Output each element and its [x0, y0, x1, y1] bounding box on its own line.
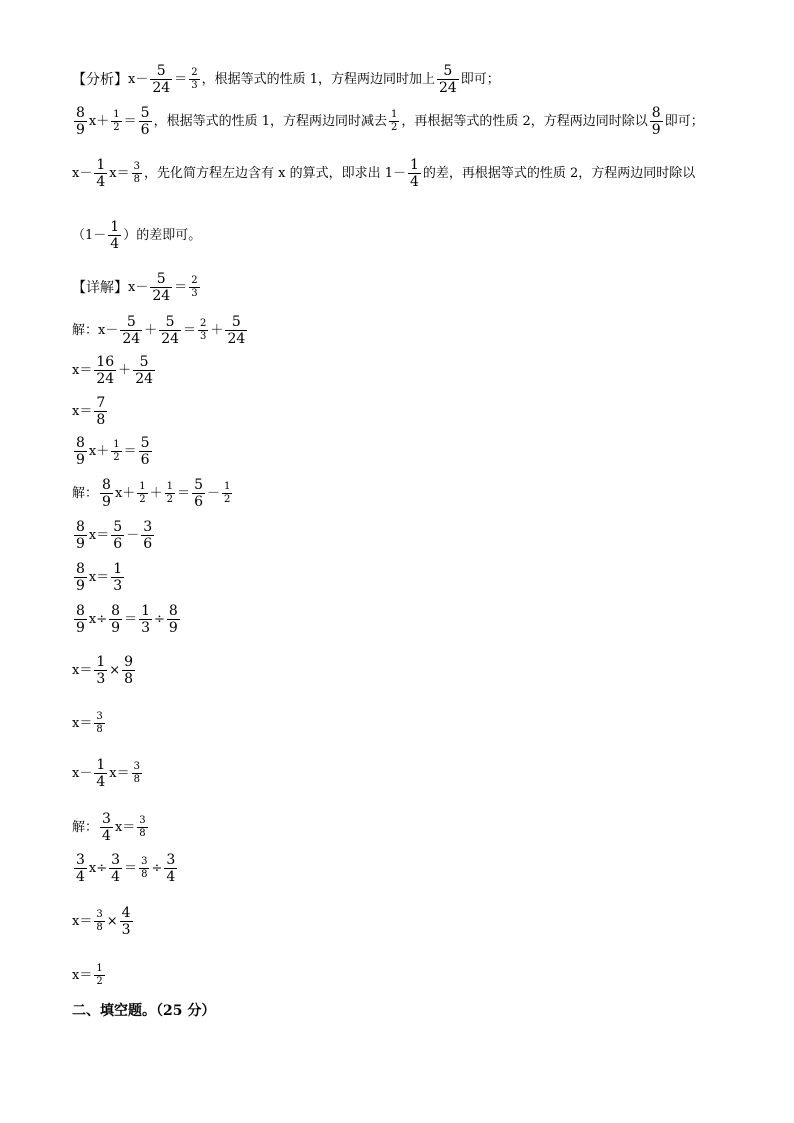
detail-label: 【详解】	[72, 279, 128, 296]
fraction: $\frac{5}{24}$	[227, 314, 246, 347]
fraction: $\frac{3}{6}$	[143, 519, 153, 552]
fraction: $\frac{1}{4}$	[96, 757, 106, 790]
equals-sign: ＝	[124, 612, 138, 627]
fraction: $\frac{3}{8}$	[133, 761, 140, 785]
expr-text: x÷	[88, 612, 108, 627]
detail-line-1	[72, 272, 202, 303]
expr-text: x＝	[109, 766, 130, 781]
plus-sign: ＋	[118, 363, 132, 378]
fraction: $\frac{5}{24}$	[161, 314, 180, 347]
fraction: $\frac{5}{6}$	[140, 435, 150, 468]
fraction: $\frac{3}{8}$	[96, 909, 103, 933]
fraction: $\frac{1}{4}$	[96, 157, 106, 190]
solve-2-step-5	[72, 655, 137, 686]
fraction: $\frac{7}{8}$	[96, 395, 106, 428]
minus-sign: －	[206, 486, 220, 501]
analysis-line-2	[72, 106, 704, 137]
expr-text: x＝	[72, 914, 93, 929]
section-title: 二、填空题。（25 分）	[72, 1003, 216, 1019]
divide-sign: ÷	[151, 861, 163, 876]
fraction: $\frac{3}{4}$	[166, 852, 176, 885]
fraction: $\frac{2}{3}$	[200, 318, 207, 342]
solve-3-step-4	[72, 964, 107, 987]
expr-text: x＝	[72, 404, 93, 419]
solve-3-step-1	[72, 812, 150, 843]
expr-text: x＋	[88, 114, 110, 129]
expr-text: x＝	[88, 570, 110, 585]
fraction: $\frac{5}{6}$	[113, 519, 123, 552]
fraction: $\frac{1}{2}$	[96, 963, 103, 987]
expr-text: x＝	[88, 528, 110, 543]
expr-text: x－	[72, 766, 93, 781]
solve-1-step-2	[72, 355, 157, 386]
fraction: $\frac{5}{24}$	[122, 314, 141, 347]
solve-2-step-1	[72, 478, 234, 509]
solve-3-step-3	[72, 906, 135, 937]
expr-text: x＝	[72, 716, 93, 731]
fraction: $\frac{8}{9}$	[76, 561, 85, 594]
fraction: $\frac{8}{9}$	[102, 477, 111, 510]
fraction: $\frac{3}{4}$	[76, 852, 85, 885]
fraction: $\frac{8}{9}$	[76, 519, 85, 552]
solve-2-step-3	[72, 562, 126, 593]
fraction: $\frac{3}{4}$	[102, 811, 111, 844]
fraction: $\frac{5}{6}$	[194, 477, 203, 510]
analysis-text: ）的差即可。	[123, 228, 202, 243]
equation-3	[72, 758, 144, 789]
expr-text: x＝	[114, 820, 136, 835]
equals-sign: ＝	[123, 114, 137, 129]
fraction: $\frac{16}{24}$	[96, 354, 115, 387]
equals-sign: ＝	[174, 280, 188, 295]
analysis-text: 即可；	[664, 114, 704, 129]
analysis-line-4	[72, 220, 201, 251]
fraction: $\frac{1}{2}$	[139, 481, 146, 505]
expr-text: x＝	[72, 663, 93, 678]
fraction: $\frac{1}{3}$	[96, 654, 106, 687]
expr-text: x＝	[109, 166, 130, 181]
fraction: $\frac{1}{4}$	[110, 219, 120, 252]
analysis-text: （1－	[72, 228, 107, 243]
analysis-text: ，先化简方程左边含有 x 的算式，即求出 1－	[143, 166, 406, 181]
analysis-line-3	[72, 158, 695, 189]
expr-text: x－	[98, 323, 119, 338]
analysis-label: 【分析】	[72, 71, 128, 88]
fraction: $\frac{1}{2}$	[113, 109, 120, 133]
fraction: $\frac{8}{9}$	[111, 603, 121, 636]
analysis-text: 的差，再根据等式的性质 2，方程两边同时除以	[422, 166, 696, 181]
solve-1-step-3	[72, 396, 109, 427]
expr-text: x＝	[72, 363, 93, 378]
fraction: $\frac{3}{8}$	[96, 711, 103, 735]
fraction: $\frac{3}{8}$	[139, 815, 146, 839]
fraction: $\frac{5}{24}$	[135, 354, 154, 387]
solve-2-step-6	[72, 712, 107, 735]
fraction: $\frac{9}{8}$	[124, 654, 134, 687]
fraction: $\frac{3}{8}$	[141, 856, 148, 880]
analysis-text: ，根据等式的性质 1，方程两边同时加上	[201, 72, 435, 87]
fraction: $\frac{3}{8}$	[133, 161, 140, 185]
fraction: $\frac{1}{4}$	[409, 157, 419, 190]
solve-2-step-4	[72, 604, 182, 635]
analysis-line-1	[72, 64, 500, 95]
minus-sign: －	[126, 528, 140, 543]
fraction: $\frac{5}{24}$	[152, 271, 171, 304]
fraction: $\frac{1}{2}$	[224, 481, 231, 505]
solve-label: 解：	[72, 820, 99, 835]
solve-label: 解：	[72, 486, 99, 501]
fraction: $\frac{1}{2}$	[113, 439, 120, 463]
analysis-text: ，根据等式的性质 1，方程两边同时减去	[153, 114, 387, 129]
plus-sign: ＋	[149, 486, 163, 501]
solve-3-step-2	[72, 853, 179, 884]
analysis-text: 即可；	[460, 72, 500, 87]
plus-sign: ＋	[144, 323, 158, 338]
fraction: $\frac{3}{4}$	[111, 852, 121, 885]
equals-sign: ＝	[177, 486, 191, 501]
equals-sign: ＝	[183, 323, 197, 338]
equation-2	[72, 436, 154, 467]
fraction: $\frac{4}{3}$	[121, 905, 131, 938]
expr-text: x＋	[114, 486, 136, 501]
expr-text: x＋	[88, 444, 110, 459]
plus-sign: ＋	[210, 323, 224, 338]
expr-text: x－	[72, 166, 93, 181]
fraction: $\frac{8}{9}$	[76, 105, 85, 138]
fraction: $\frac{8}{9}$	[168, 603, 178, 636]
fraction: $\frac{8}{9}$	[651, 105, 661, 138]
equals-sign: ＝	[174, 72, 188, 87]
fraction: $\frac{2}{3}$	[191, 275, 198, 299]
expr-text: x－	[128, 280, 149, 295]
fraction: $\frac{2}{3}$	[191, 67, 198, 91]
fraction: $\frac{1}{2}$	[166, 481, 174, 505]
fraction: $\frac{1}{3}$	[141, 603, 151, 636]
fraction: $\frac{1}{2}$	[390, 109, 398, 133]
analysis-text: ，再根据等式的性质 2，方程两边同时除以	[401, 114, 648, 129]
fraction: $\frac{5}{24}$	[438, 63, 457, 96]
expr-text: x÷	[88, 861, 108, 876]
fraction: $\frac{5}{24}$	[152, 63, 171, 96]
fraction: $\frac{8}{9}$	[76, 435, 85, 468]
times-sign: ×	[109, 663, 121, 678]
fraction: $\frac{5}{6}$	[140, 105, 150, 138]
expr-text: x－	[128, 72, 149, 87]
fraction: $\frac{8}{9}$	[76, 603, 85, 636]
expr-text: x＝	[72, 968, 93, 983]
equals-sign: ＝	[124, 861, 138, 876]
solve-label: 解：	[72, 323, 99, 338]
divide-sign: ÷	[154, 612, 165, 627]
solve-1-step-1	[72, 315, 249, 346]
equals-sign: ＝	[123, 444, 137, 459]
times-sign: ×	[106, 914, 118, 929]
fraction: $\frac{1}{3}$	[113, 561, 123, 594]
solve-2-step-2	[72, 520, 156, 551]
